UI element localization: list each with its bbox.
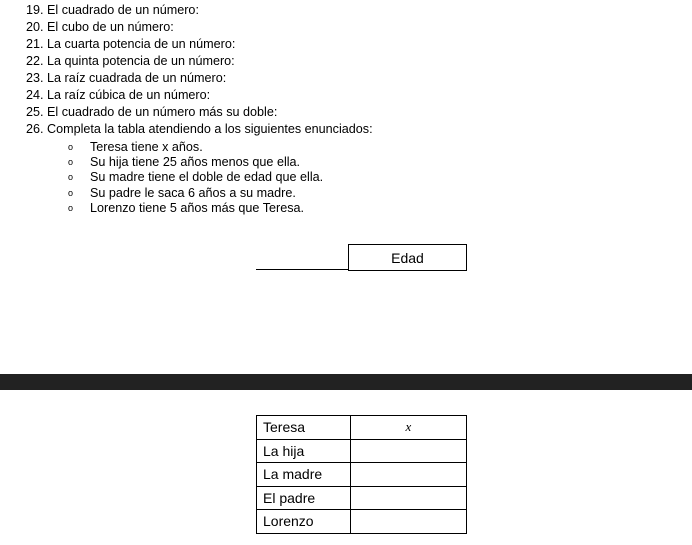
row-label: La madre <box>257 463 351 487</box>
bullet-icon: o <box>68 172 74 183</box>
exercise-text: Completa la tabla atendiendo a los siguientes enunciados: <box>47 122 373 136</box>
table-row <box>257 486 467 510</box>
age-cell[interactable] <box>350 463 466 487</box>
age-table <box>256 415 467 534</box>
statement-text: Su hija tiene 25 años menos que ella. <box>90 155 301 170</box>
age-cell[interactable] <box>350 486 466 510</box>
age-cell[interactable] <box>350 439 466 463</box>
bullet-icon: o <box>68 142 74 152</box>
exercise-number: 25. <box>26 105 44 119</box>
statement-text: Su madre tiene el doble de edad que ella. <box>90 170 324 185</box>
page-divider-band <box>0 374 692 390</box>
exercise-item <box>26 53 373 70</box>
bullet-icon: o <box>68 157 74 168</box>
exercise-text: La raíz cúbica de un número: <box>47 88 211 102</box>
bullet-icon: o <box>68 187 74 198</box>
exercise-item <box>26 2 373 19</box>
table-header-underline <box>256 269 349 270</box>
table-row <box>257 439 467 463</box>
statement-list <box>68 140 323 216</box>
exercise-text: La cuarta potencia de un número: <box>47 37 236 51</box>
statement-item <box>68 186 323 201</box>
exercise-text: El cuadrado de un número: <box>47 3 199 17</box>
exercise-number: 19. <box>26 3 44 17</box>
exercise-list <box>26 2 373 138</box>
exercise-text: El cubo de un número: <box>47 20 174 34</box>
row-label: La hija <box>257 439 351 463</box>
table-row <box>257 510 467 534</box>
exercise-number: 26. <box>26 122 44 136</box>
exercise-number: 20. <box>26 20 44 34</box>
exercise-item <box>26 19 373 36</box>
statement-text: Lorenzo tiene 5 años más que Teresa. <box>90 200 305 215</box>
row-label: Lorenzo <box>257 510 351 534</box>
exercise-item <box>26 104 373 121</box>
age-cell[interactable]: x <box>350 416 466 440</box>
exercise-number: 22. <box>26 54 44 68</box>
statement-item <box>68 140 323 155</box>
exercise-text: El cuadrado de un número más su doble: <box>47 105 278 119</box>
statement-item <box>68 170 323 185</box>
exercise-item <box>26 87 373 104</box>
exercise-text: La raíz cuadrada de un número: <box>47 71 227 85</box>
statement-item <box>68 201 323 216</box>
row-label: El padre <box>257 486 351 510</box>
table-row <box>257 416 467 440</box>
bullet-icon: o <box>68 202 74 213</box>
statement-text: Teresa tiene x años. <box>90 140 203 154</box>
age-cell[interactable] <box>350 510 466 534</box>
exercise-number: 23. <box>26 71 44 85</box>
table-column-header: Edad <box>348 244 467 271</box>
exercise-item <box>26 121 373 138</box>
statement-item <box>68 155 323 170</box>
exercise-text: La quinta potencia de un número: <box>47 54 235 68</box>
exercise-item <box>26 70 373 87</box>
exercise-item <box>26 36 373 53</box>
row-label: Teresa <box>257 416 351 440</box>
exercise-number: 24. <box>26 88 44 102</box>
statement-text: Su padre le saca 6 años a su madre. <box>90 185 296 200</box>
table-row <box>257 463 467 487</box>
exercise-number: 21. <box>26 37 44 51</box>
